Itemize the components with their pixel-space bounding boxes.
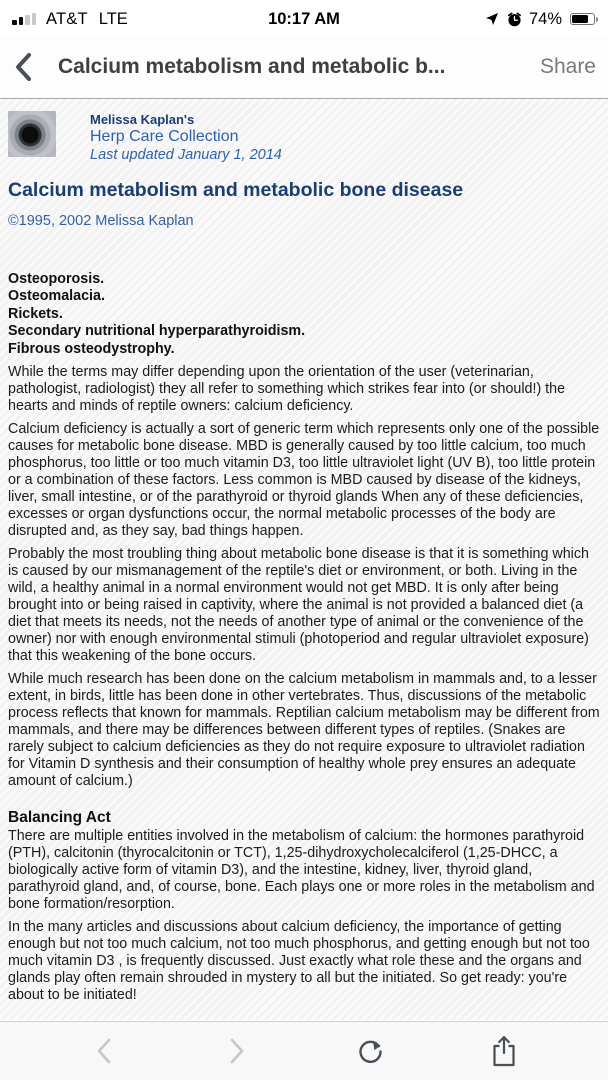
disease-term: Osteoporosis. bbox=[8, 271, 105, 287]
browser-toolbar bbox=[0, 1021, 608, 1080]
disease-term: Osteomalacia. bbox=[8, 288, 105, 305]
web-page-content bbox=[0, 99, 608, 1020]
clock-time: 10:17 AM bbox=[268, 9, 340, 28]
toolbar-forward-button[interactable] bbox=[207, 1027, 267, 1075]
share-sheet-icon bbox=[491, 1035, 517, 1067]
body-paragraph: There are multiple entities involved in the metabolism of calcium: the hormones parathyroid (PTH), calcitonin (thyrocalcitonin or TCT), 1,25-dihydroxycholecalciferol (1,25-DHCC, a biologically active form of vitamin D3), and the intestine, kidney, liver, thyroid gland, parathyroid gland, and, of course, bone. Each plays one or more roles in the metabolism and bone formation/resorption. bbox=[8, 828, 595, 913]
battery-fill bbox=[572, 15, 588, 24]
page-title-truncated: Calcium metabolism and metabolic b... bbox=[58, 55, 446, 78]
last-updated: Last updated January 1, 2014 bbox=[90, 147, 282, 163]
section-heading: Balancing Act bbox=[8, 809, 111, 827]
copyright-line: ©1995, 2002 Melissa Kaplan bbox=[8, 213, 194, 229]
body-paragraph: In the many articles and discussions about calcium deficiency, the importance of getting enough but not too much calcium, not too much phosphorus, and getting enough but not too much vitamin D3 , is frequently discussed. Just exactly what role these and the organs and glands play often remain shrouded in mystery to all but the initiated. So get ready: you're about to be initiated! bbox=[8, 919, 590, 1004]
share-link[interactable]: Share bbox=[539, 55, 596, 78]
disease-term: Rickets. bbox=[8, 305, 63, 322]
back-chevron-icon bbox=[96, 1038, 111, 1064]
browser-nav-bar bbox=[0, 36, 608, 99]
reload-icon bbox=[357, 1038, 384, 1065]
body-paragraph: While much research has been done on the calcium metabolism in mammals and, to a lesser extent, in birds, little has been done in other vertebrates. Thus, discussions of the metabolic process reflects that known for mammals. Reptilian calcium metabolism may be different from mammals, and there may be differences between different types of reptiles. (Snakes are rarely subject to calcium deficiencies as they do not require exposure to ultraviolet radiation for Vitamin D synthesis and their consumption of healthy whole prey ensures an adequate amount of calcium.) bbox=[8, 671, 600, 790]
site-name-link[interactable]: Herp Care Collection bbox=[90, 128, 239, 145]
nav-back-button[interactable] bbox=[14, 52, 48, 82]
signal-bars-icon bbox=[12, 13, 36, 25]
chevron-left-icon bbox=[14, 52, 32, 82]
site-masthead bbox=[8, 111, 600, 164]
disease-term: Fibrous osteodystrophy. bbox=[8, 340, 175, 357]
body-paragraph: Calcium deficiency is actually a sort of generic term which represents only one of the possible causes for metabolic bone disease. MBD is generally caused by too little calcium, too much phosphorus, too little or too much vitamin D3, too little ultraviolet light (UV B), too little protein or a combination of these factors. Less common is MBD caused by disease of the kidneys, liver, small intestine, or of the parathyroid or thyroid glands When any of these deficiencies, excesses or organ dysfunctions occur, the normal metabolic processes of the body are disrupted and, as they say, bad things happen. bbox=[8, 421, 600, 540]
toolbar-back-button[interactable] bbox=[74, 1027, 134, 1075]
carrier-label: AT&T bbox=[46, 9, 88, 28]
disease-term-list bbox=[8, 271, 600, 358]
site-owner: Melissa Kaplan's bbox=[90, 112, 195, 127]
body-paragraph: Probably the most troubling thing about metabolic bone disease is that it is something which is caused by our mismanagement of the reptile's diet or environment, or both. Living in the wild, a healthy animal in a normal environment would not get MBD. It is only after being brought into or being raised in captivity, where the animal is not provided a balanced diet (a diet that meets its needs, not the needs of another type of animal or the convenience of the owner) nor with enough environmental stimuli (photoperiod and regular ultraviolet exposure) that this weakening of the bone occurs. bbox=[8, 546, 589, 665]
location-arrow-icon bbox=[484, 11, 500, 27]
alarm-clock-icon bbox=[506, 11, 523, 28]
toolbar-share-button[interactable] bbox=[474, 1027, 534, 1075]
article-title: Calcium metabolism and metabolic bone disease bbox=[8, 179, 464, 201]
network-type-label: LTE bbox=[98, 9, 128, 28]
reptile-eye-logo bbox=[8, 111, 56, 157]
disease-term: Secondary nutritional hyperparathyroidism. bbox=[8, 323, 306, 340]
battery-icon bbox=[570, 13, 598, 26]
status-bar bbox=[0, 0, 608, 36]
forward-chevron-icon bbox=[230, 1038, 245, 1064]
toolbar-reload-button[interactable] bbox=[341, 1027, 401, 1075]
body-paragraph: While the terms may differ depending upon the orientation of the user (veterinarian, pathologist, radiologist) they all refer to something which strikes fear into (or should!) the hearts and minds of reptile owners: calcium deficiency. bbox=[8, 364, 566, 415]
battery-percent-label: 74% bbox=[528, 9, 562, 28]
